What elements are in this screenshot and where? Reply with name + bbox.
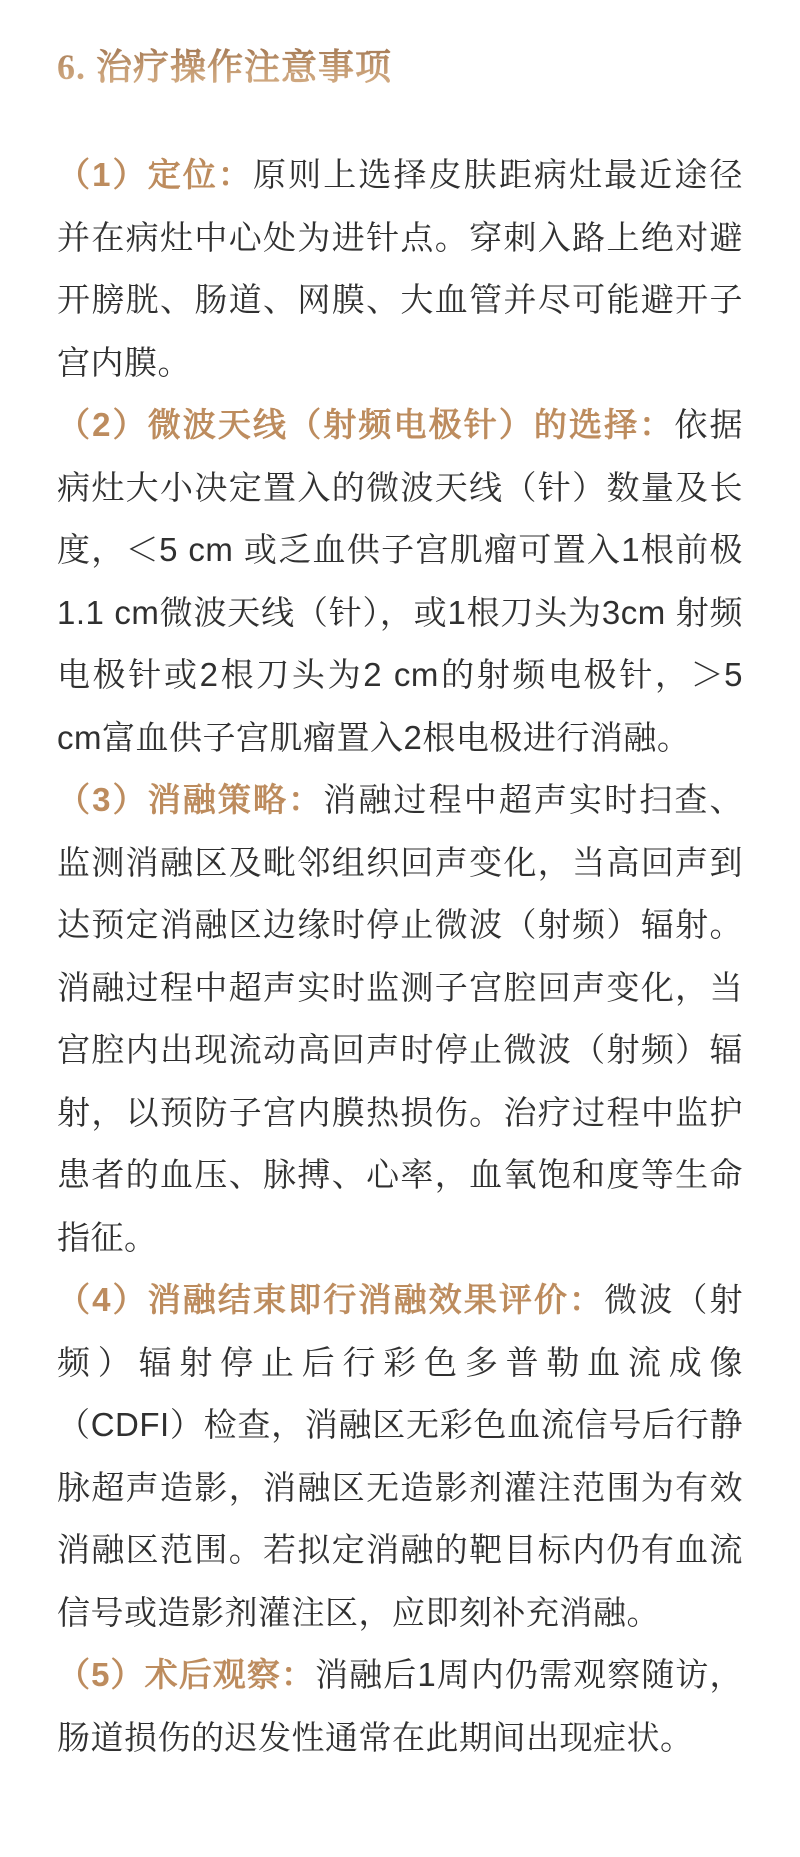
paragraph-body: 消融过程中超声实时扫查、监测消融区及毗邻组织回声变化，当高回声到达预定消融区边缘时停止微波（射频）辐射。消融过程中超声实时监测子宫腔回声变化，当宫腔内出现流动高回声时停止微波（射频）辐射，以预防子宫内膜热损伤。治疗过程中监护患者的血压、脉搏、心率，血氧饱和度等生命指征。 [57,781,744,1256]
paragraph-body: 微波（射频）辐射停止后行彩色多普勒血流成像（CDFI）检查，消融区无彩色血流信号后行静脉超声造影，消融区无造影剂灌注范围为有效消融区范围。若拟定消融的靶目标内仍有血流信号或造影剂灌注区，应即刻补充消融。 [57,1281,743,1631]
paragraph-body: 依据病灶大小决定置入的微波天线（针）数量及长度，＜5 cm 或乏血供子宫肌瘤可置入1根前极1.1 cm微波天线（针），或1根刀头为3cm 射频电极针或2根刀头为2 cm的射频电极针，＞5 cm富血供子宫肌瘤置入2根电极进行消融。 [57,406,744,756]
section-heading: 6. 治疗操作注意事项 [57,42,392,92]
paragraph [57,144,743,394]
paragraph-lead: （5）术后观察： [57,1656,316,1693]
paragraph [57,769,743,1269]
paragraph [57,1269,743,1644]
paragraph-body: 原则上选择皮肤距病灶最近途径并在病灶中心处为进针点。穿刺入路上绝对避开膀胱、肠道、网膜、大血管并尽可能避开子宫内膜。 [57,156,743,381]
paragraph-lead: （1）定位： [57,156,254,193]
paragraph-lead: （2）微波天线（射频电极针）的选择： [57,406,675,443]
paragraph-lead: （4）消融结束即行消融效果评价： [57,1281,605,1318]
paragraph-body: 消融后1周内仍需观察随访，肠道损伤的迟发性通常在此期间出现症状。 [57,1656,743,1756]
paragraph-lead: （3）消融策略： [57,781,324,818]
section-body [57,144,743,1769]
paragraph [57,394,743,769]
paragraph [57,1644,743,1769]
